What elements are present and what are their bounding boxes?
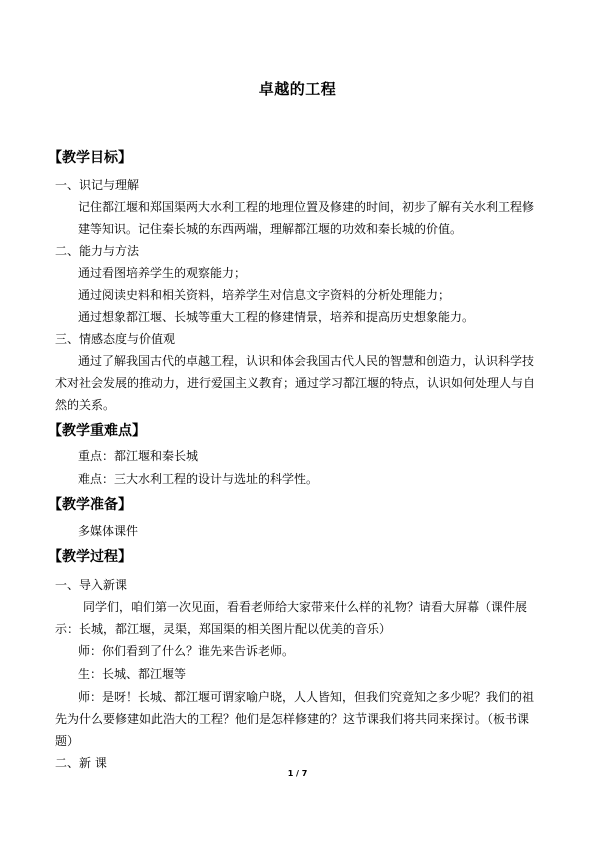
- paragraph-line: 多媒体课件: [78, 524, 139, 538]
- paragraph-line: 通过阅读史料和相关资料，培养学生对信息文字资料的分析处理能力；: [78, 288, 451, 302]
- paragraph-line: 建等知识。记住秦长城的东西两端，理解都江堰的功效和秦长城的价值。: [78, 222, 463, 236]
- paragraph-line: 先为什么要修建如此浩大的工程？他们是怎样修建的？这节课我们将共同来探讨。（板书课: [55, 712, 530, 726]
- paragraph-line: 术对社会发展的推动力，进行爱国主义教育；通过学习都江堰的特点，认识如何处理人与自: [55, 376, 536, 390]
- section-heading-preparation: 【教学准备】: [48, 497, 132, 513]
- paragraph-line: 示：长城，都江堰，灵渠，郑国渠的相关图片配以优美的音乐）: [55, 622, 392, 636]
- paragraph-line: 同学们，咱们第一次见面，看看老师给大家带来什么样的礼物？请看大屏幕（课件展: [83, 600, 528, 614]
- paragraph-line: 师：你们看到了什么？谁先来告诉老师。: [78, 644, 295, 658]
- paragraph-line: 难点：三大水利工程的设计与选址的科学性。: [78, 472, 319, 486]
- subsection-title: 一、导入新课: [55, 578, 128, 592]
- paragraph-line: 生：长城、都江堰等: [78, 667, 187, 681]
- section-heading-process: 【教学过程】: [48, 549, 132, 565]
- subsection-title: 二、能力与方法: [55, 244, 140, 258]
- section-heading-key-points: 【教学重难点】: [48, 423, 146, 439]
- paragraph-line: 师：是呀！长城、都江堰可谓家喻户晓，人人皆知，但我们究竟知之多少呢？我们的祖: [78, 690, 535, 704]
- paragraph-line: 通过看图培养学生的观察能力；: [78, 266, 247, 280]
- subsection-title: 二、新 课: [55, 756, 107, 770]
- paragraph-line: 通过想象都江堰、长城等重大工程的修建情景，培养和提高历史想象能力。: [78, 310, 475, 324]
- subsection-title: 一、识记与理解: [55, 178, 140, 192]
- section-heading-goals: 【教学目标】: [48, 150, 132, 166]
- subsection-title: 三、情感态度与价值观: [55, 332, 176, 346]
- paragraph-line: 记住都江堰和郑国渠两大水利工程的地理位置及修建的时间，初步了解有关水利工程修: [78, 200, 535, 214]
- paragraph-line: 然的关系。: [55, 398, 116, 412]
- paragraph-line: 通过了解我国古代的卓越工程，认识和体会我国古代人民的智慧和创造力，认识科学技: [78, 354, 535, 368]
- page-title: 卓越的工程: [258, 80, 337, 98]
- paragraph-line: 题）: [55, 734, 80, 748]
- page-number: 1 / 7: [287, 769, 308, 778]
- paragraph-line: 重点：都江堰和秦长城: [78, 449, 199, 463]
